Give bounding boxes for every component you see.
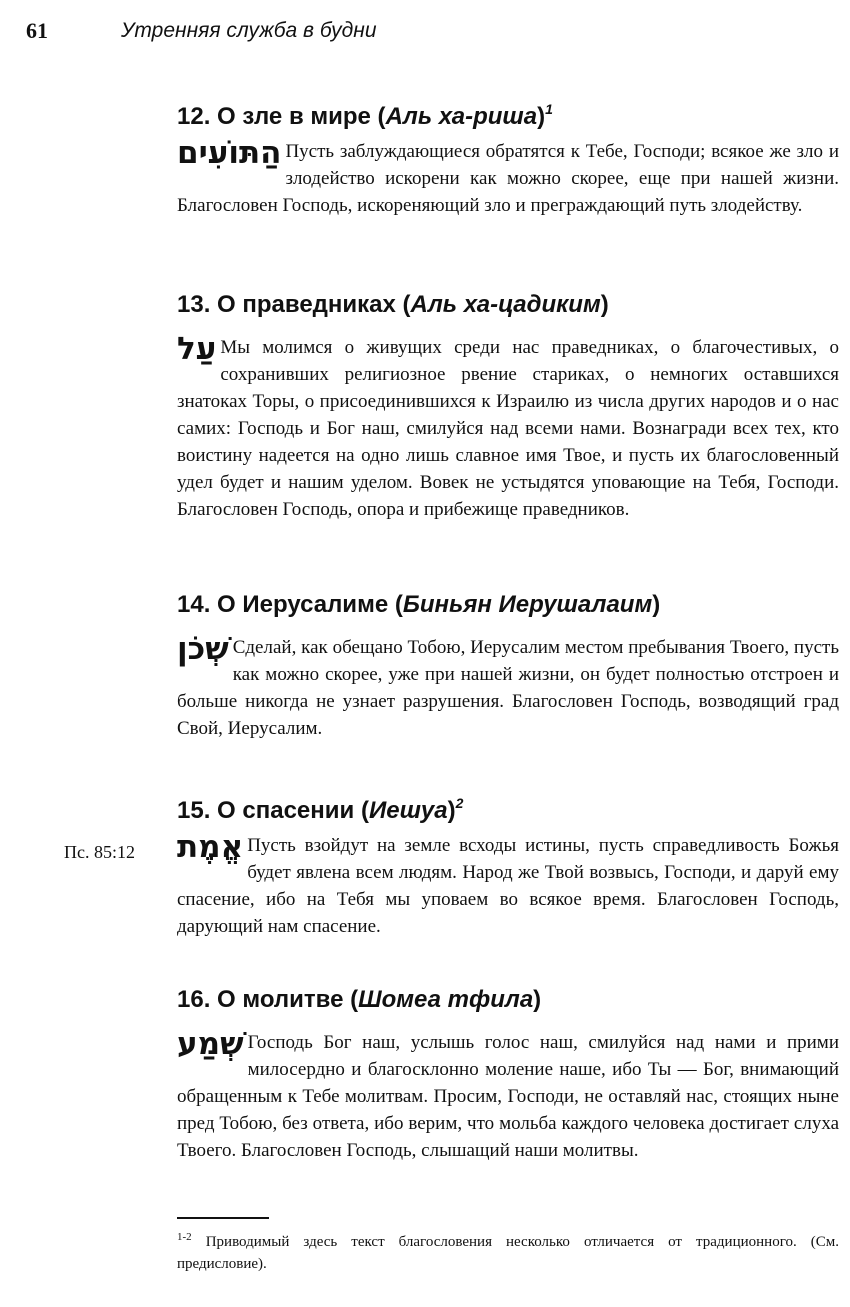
section-title: 15. О спасении (Иешуа)$^2$ [177,795,464,824]
section-16 [177,983,839,1164]
footnote-marker: 1 [545,101,553,117]
section-number: 12. [177,103,211,130]
section-name: О спасении [217,797,355,824]
hebrew-opening-word: אֱמֶת [177,829,244,865]
margin-reference: Пс. 85:12 [64,842,135,862]
section-transliteration: Биньян Иерушалаим [402,591,653,618]
section-number: 15. [177,797,211,824]
hebrew-opening-word: שְׁמַע [177,1026,244,1062]
prayer-paragraph [177,331,839,523]
prayer-text: Господь Бог наш, услышь голос наш, смилуйся над нами и прими милосердно и благосклонно моление наше, ибо Ты — Бог, внимающий обращенным к Тебе молитвам. Просим, Господи, не оставляй нас, стоящих ныне пред Тобою, без ответа, ибо верим, что мольба каждого человека достигает слуха Твоего. Благословен Господь, слышащий наши молитвы. [177,1032,839,1161]
prayer-paragraph [177,1026,839,1164]
section-transliteration: Аль ха-цадиким [410,291,601,318]
page-header [26,18,830,48]
prayer-text: Сделай, как обещано Тобою, Иерусалим местом пребывания Твоего, пусть как можно скорее, уже при нашей жизни, он будет полностью отстроен и больше никогда не узнает разрушения. Благословен Господь, возводящий град Свой, Иерусалим. [177,637,839,739]
section-13 [177,288,839,523]
section-12 [177,92,839,219]
section-title: 13. О праведниках (Аль ха-цадиким) [177,291,609,318]
prayer-text: Пусть заблуждающиеся обратятся к Тебе, Господи; всякое же зло и злодейство искорени как можно скорее, еще при нашей жизни. Благословен Господь, искореняющий зло и преграждающий путь злодейству. [177,141,839,216]
section-transliteration: Аль ха-риша [385,103,538,130]
footnote-text: Приводимый здесь текст благословения несколько отличается от традиционного. (См. предисловие). [177,1234,840,1272]
section-number: 16. [177,986,211,1013]
section-15 [177,786,839,940]
hebrew-opening-word: שְׁכֹן [177,631,229,667]
section-name: О Иерусалиме [217,591,389,618]
prayer-paragraph [177,829,839,940]
section-title: 16. О молитве (Шомеа тфила) [177,986,542,1013]
section-number: 13. [177,291,211,318]
footnote-divider [177,1217,269,1219]
section-transliteration: Шомеа тфила [358,986,534,1013]
prayer-paragraph [177,631,839,742]
hebrew-opening-word: עַל [177,331,217,367]
section-name: О молитве [217,986,344,1013]
prayer-paragraph [177,135,839,219]
prayer-text: Пусть взойдут на земле всходы истины, пусть справедливость Божья будет явлена всем людям. Народ же Твой возвысь, Господи, и даруй ему спасение, ибо на Тебя мы уповаем во всякое время. Благословен Господь, дарующий нам спасение. [177,835,839,937]
section-transliteration: Иешуа [368,797,448,824]
hebrew-opening-word: הַתּוֹעִים [177,135,282,171]
section-name: О зле в мире [217,103,371,130]
running-title: Утренняя служба в будни [121,19,377,42]
footnote [177,1226,839,1275]
section-number: 14. [177,591,211,618]
section-title: 12. О зле в мире (Аль ха-риша)$^1$ [177,101,553,130]
page-number: 61 [26,18,48,43]
prayer-text: Мы молимся о живущих среди нас праведниках, о благочестивых, о сохранивших религиозное рвение стариках, о немногих оставшихся знатоках Торы, о присоединившихся к Израилю из числа других народов и о нас самих: Господь и Бог наш, смилуйся над всеми нами. Вознагради всех тех, кто воистину надеется на одно лишь славное имя Твое, и пусть их благословенный удел будет и нашим уделом. Вовек не устыдятся уповающие на Тебя, Господи. Благословен Господь, опора и прибежище праведников. [177,337,839,520]
section-name: О праведниках [217,291,396,318]
section-14 [177,588,839,742]
footnote-marker: 2 [455,795,464,811]
footnote-marker: 1-2 [177,1231,192,1243]
section-title: 14. О Иерусалиме (Биньян Иерушалаим) [177,591,661,618]
